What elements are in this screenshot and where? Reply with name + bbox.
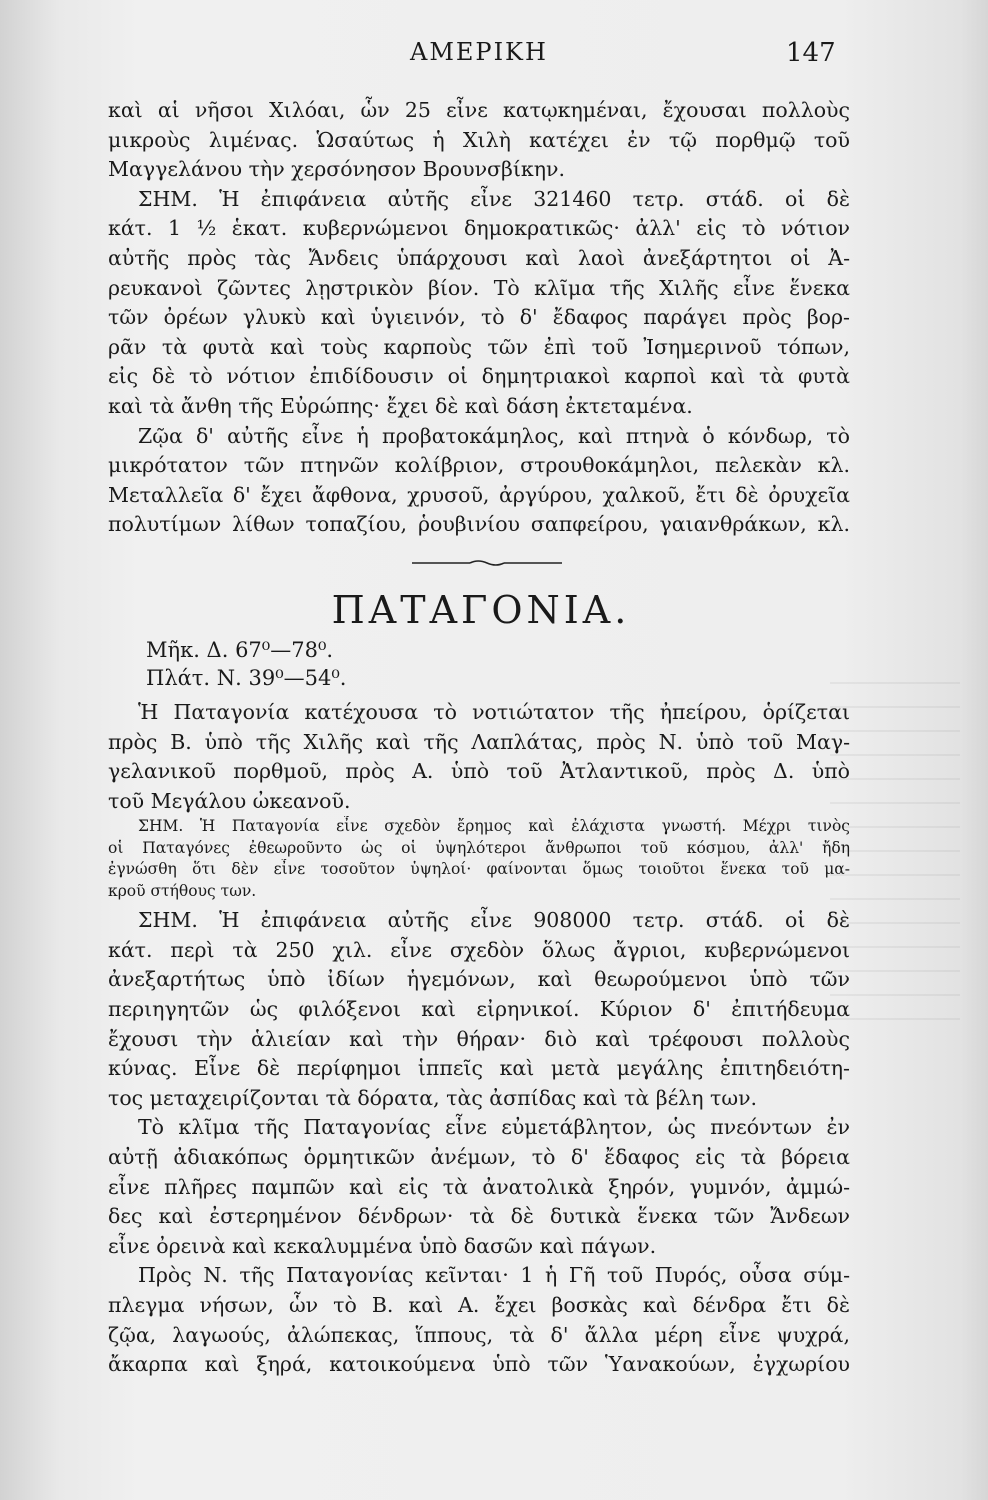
text-line: δες καὶ ἐστερημένον δένδρων· τὰ δὲ δυτικὰ ἕνεκα τῶν Ἄνδεων [108,1204,850,1229]
text-line: εἶνε πλῆρες παμπῶν καὶ εἰς τὰ ἀνατολικὰ ξηρόν, γυμνόν, ἀμμώ- [108,1174,850,1199]
text-line: μικροὺς λιμένας. Ὡσαύτως ἡ Χιλὴ κατέχει ἐν τῷ πορθμῷ τοῦ [108,127,850,152]
text-line: κύνας. Εἶνε δὲ περίφημοι ἱππεῖς καὶ μετὰ μεγάλης ἐπιτηδειότη- [108,1056,850,1081]
latitude-line: Πλάτ. Ν. 39⁰—54⁰. [146,665,347,690]
paragraph-chile-end [108,96,850,540]
note-line: οἱ Παταγόνες ἐθεωροῦντο ὡς οἱ ὑψηλότεροι ἄνθρωποι τοῦ κόσμου, ἀλλ' ἤδη [108,838,850,857]
text-line: καὶ τὰ ἄνθη τῆς Εὐρώπης· ἔχει δὲ καὶ δάση ἐκτεταμένα. [108,393,693,418]
text-line: εἰς δὲ τὸ νότιον ἐπιδίδουσιν οἱ δημητριακοὶ καρποὶ καὶ τὰ φυτὰ [108,364,850,389]
text-line: ἄκαρπα καὶ ξηρά, κατοικούμενα ὑπὸ τῶν Ὑανακούων, ἐγχωρίου [108,1352,850,1377]
running-title: ΑΜΕΡΙΚΗ [410,38,548,66]
text-line: πρὸς Β. ὑπὸ τῆς Χιλῆς καὶ τῆς Λαπλάτας, πρὸς Ν. ὑπὸ τοῦ Μαγ- [108,729,850,754]
text-line: γελανικοῦ πορθμοῦ, πρὸς Α. ὑπὸ τοῦ Ἀτλαντικοῦ, πρὸς Δ. ὑπὸ [108,759,850,784]
section-divider [108,540,850,584]
text-block [108,96,850,1380]
text-line: περιηγητῶν ὡς φιλόξενοι καὶ εἰρηνικοί. Κύριον δ' ἐπιτήδευμα [108,997,850,1022]
text-line: Πρὸς Ν. τῆς Παταγονίας κεῖνται· 1 ἡ Γῆ τοῦ Πυρός, οὖσα σύμ- [138,1263,850,1288]
text-line: Μαγγελάνου τὴν χερσόνησον Βρουνσβίκην. [108,157,566,182]
paragraph-borders [108,698,850,816]
small-note [108,816,850,902]
text-line: τῶν ὀρέων γλυκὺ καὶ ὑγιεινόν, τὸ δ' ἔδαφος παράγει πρὸς βορ- [108,305,850,330]
text-line: Ζῷα δ' αὐτῆς εἶνε ἡ προβατοκάμηλος, καὶ πτηνὰ ὁ κόνδωρ, τὸ [138,423,850,448]
text-line: τοῦ Μεγάλου ὠκεανοῦ. [108,788,351,813]
section-title: ΠΑΤΑΓΟΝΙΑ. [331,587,631,632]
text-line: πλεγμα νήσων, ὧν τὸ Β. καὶ Α. ἔχει βοσκὰς καὶ δένδρα ἔτι δὲ [108,1293,850,1317]
text-line: αὐτῇ ἀδιακόπως ὁρμητικῶν ἀνέμων, τὸ δ' ἔδαφος εἰς τὰ βόρεια [108,1145,850,1170]
text-line: τος μεταχειρίζονται τὰ δόρατα, τὰς ἀσπίδας καὶ τὰ βέλη των. [108,1085,758,1110]
ornamental-rule [412,558,562,568]
text-line: αὐτῆς πρὸς τὰς Ἄνδεις ὑπάρχουσι καὶ λαοὶ ἀνεξάρτητοι οἱ Ἀ- [108,245,850,270]
text-line: εἶνε ὀρεινὰ καὶ κεκαλυμμένα ὑπὸ δασῶν καὶ πάγων. [108,1233,657,1258]
longitude-line: Μῆκ. Δ. 67⁰—78⁰. [146,637,334,662]
text-line: Μεταλλεῖα δ' ἔχει ἄφθονα, χρυσοῦ, ἀργύρου, χαλκοῦ, ἔτι δὲ ὀρυχεῖα [108,482,850,507]
text-line: μικρότατον τῶν πτηνῶν κολίβριον, στρουθοκάμηλοι, πελεκὰν κλ. [108,453,850,478]
text-line: Ἡ Παταγονία κατέχουσα τὸ νοτιώτατον τῆς ἠπείρου, ὁρίζεται [138,699,850,724]
text-line: κάτ. 1 ½ ἑκατ. κυβερνώμενοι δημοκρατικῶς· ἀλλ' εἰς τὸ νότιον [108,216,850,241]
page-number: 147 [786,38,836,68]
text-line: ρευκανοὶ ζῶντες λῃστρικὸν βίον. Τὸ κλῖμα τῆς Χιλῆς εἶνε ἕνεκα [108,275,850,300]
text-line: καὶ αἱ νῆσοι Χιλόαι, ὧν 25 εἶνε κατῳκημέναι, ἔχουσαι πολλοὺς [108,98,850,122]
text-line: ἔχουσι τὴν ἁλιείαν καὶ τὴν θήραν· διὸ καὶ τρέφουσι πολλοὺς [108,1026,850,1051]
text-line: ἀνεξαρτήτως ὑπὸ ἰδίων ἡγεμόνων, καὶ θεωρούμενοι ὑπὸ τῶν [108,967,850,992]
paragraph-patagonia [108,906,850,1380]
text-line: ΣΗΜ. Ἡ ἐπιφάνεια αὐτῆς εἶνε 908000 τετρ. στάδ. οἱ δὲ [138,908,850,933]
text-line: ρᾶν τὰ φυτὰ καὶ τοὺς καρποὺς τῶν ἐπὶ τοῦ Ἰσημερινοῦ τόπων, [108,334,850,359]
page-header [0,38,988,78]
note-line: ΣΗΜ. Ἡ Παταγονία εἶνε σχεδὸν ἔρημος καὶ ἐλάχιστα γνωστή. Μέχρι τινὸς [138,817,850,836]
note-line: ἐγνώσθη ὅτι δὲν εἶνε τοσοῦτον ὑψηλοί· φαίνονται ὅμως τοιοῦτοι ἕνεκα τοῦ μα- [108,860,850,879]
text-line: κάτ. περὶ τὰ 250 χιλ. εἶνε σχεδὸν ὅλως ἄγριοι, κυβερνώμενοι [108,937,850,962]
note-line: κροῦ στήθους των. [108,881,257,900]
text-line: ζῷα, λαγωούς, ἀλώπεκας, ἵππους, τὰ δ' ἄλλα μέρη εἶνε ψυχρά, [108,1322,850,1347]
text-line: ΣΗΜ. Ἡ ἐπιφάνεια αὐτῆς εἶνε 321460 τετρ. στάδ. οἱ δὲ [138,186,850,211]
text-line: πολυτίμων λίθων τοπαζίου, ῥουβινίου σαπφείρου, γαιανθράκων, κλ. [108,512,850,537]
text-line: Τὸ κλῖμα τῆς Παταγονίας εἶνε εὐμετάβλητον, ὡς πνεόντων ἐν [138,1115,850,1140]
